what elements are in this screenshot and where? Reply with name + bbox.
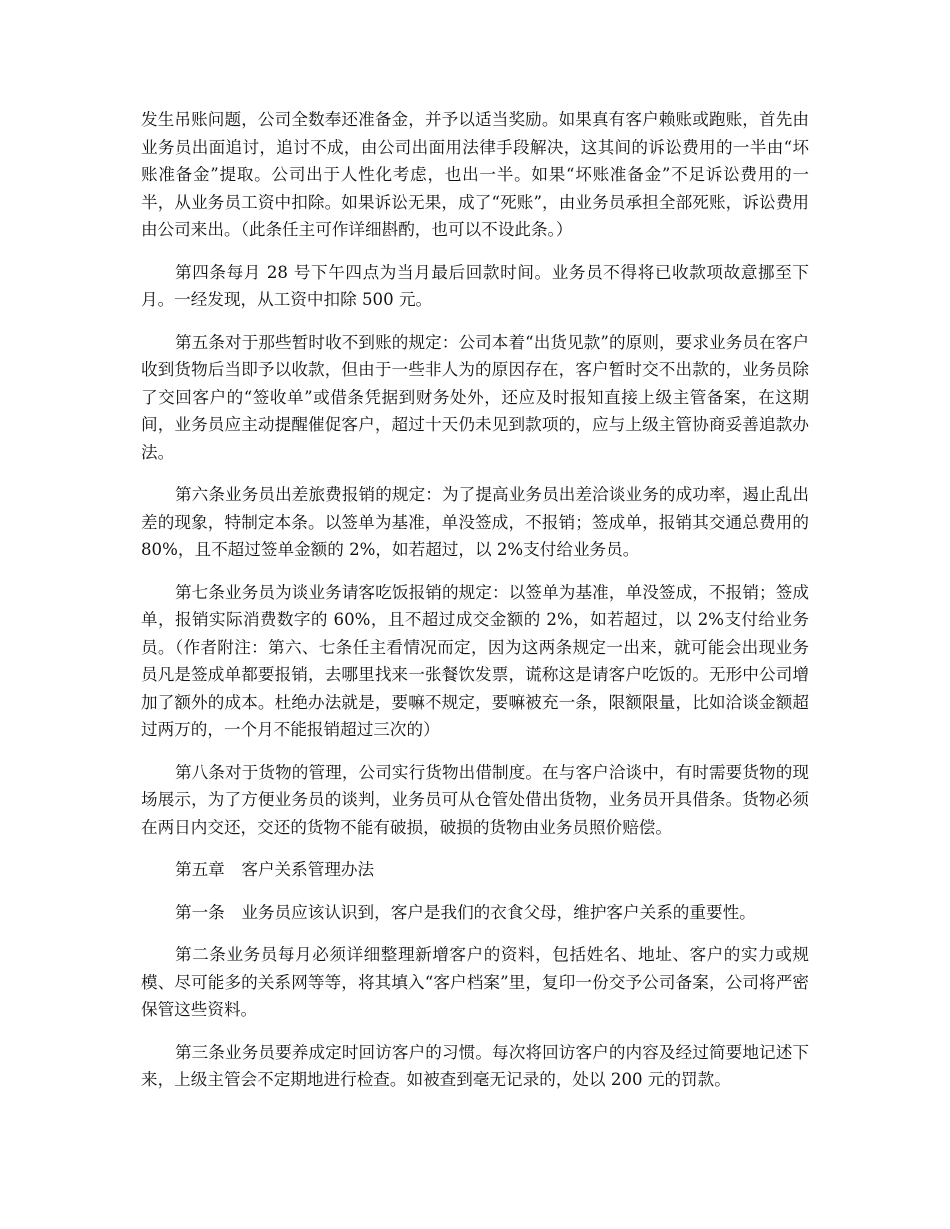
paragraph-article-8: 第八条对于货物的管理，公司实行货物出借制度。在与客户洽谈中，有时需要货物的现场展示，为了方便业务员的谈判，业务员可从仓管处借出货物，业务员开具借条。货物必须在两日内交还，交还的货物不能有破损，破损的货物由业务员照价赔偿。 bbox=[141, 762, 809, 837]
paragraph-article-6: 第六条业务员出差旅费报销的规定：为了提高业务员出差洽谈业务的成功率，遏止乱出差的现象，特制定本条。以签单为基准，单没签成，不报销；签成单，报销其交通总费用的 80%，且不超过签单金额的 2%，如若超过，以 2%支付给业务员。 bbox=[141, 485, 809, 559]
paragraph-chapter5-article-2: 第二条业务员每月必须详细整理新增客户的资料，包括姓名、地址、客户的实力或规模、尽可能多的关系网等等，将其填入“客户档案”里，复印一份交予公司备案，公司将严密保管这些资料。 bbox=[141, 945, 809, 1019]
paragraph-chapter5-article-1: 第一条 业务员应该认识到，客户是我们的衣食父母，维护客户关系的重要性。 bbox=[175, 902, 756, 922]
document-body bbox=[141, 106, 809, 1109]
chapter-heading: 第五章 客户关系管理办法 bbox=[175, 860, 375, 879]
paragraph-article-4: 第四条每月 28 号下午四点为当月最后回款时间。业务员不得将已收款项故意挪至下月。一经发现，从工资中扣除 500 元。 bbox=[141, 262, 809, 309]
paragraph-chapter5-article-3: 第三条业务员要养成定时回访客户的习惯。每次将回访客户的内容及经过简要地记述下来，上级主管会不定期地进行检查。如被查到毫无记录的，处以 200 元的罚款。 bbox=[141, 1042, 809, 1089]
paragraph-article-5: 第五条对于那些暂时收不到账的规定：公司本着“出货见款”的原则，要求业务员在客户收到货物后当即予以收款，但由于一些非人为的原因存在，客户暂时交不出款的，业务员除了交回客户的“签收单”或借条凭据到财务处外，还应及时报知直接上级主管备案，在这期间，业务员应主动提醒催促客户，超过十天仍未见到款项的，应与上级主管协商妥善追款办法。 bbox=[141, 332, 809, 462]
paragraph-bad-debt-continuation: 发生吊账问题，公司全数奉还准备金，并予以适当奖励。如果真有客户赖账或跑账，首先由业务员出面追讨，追讨不成，由公司出面用法律手段解决，这其间的诉讼费用的一半由“坏账准备金”提取。公司出于人性化考虑，也出一半。如果“坏账准备金”不足诉讼费用的一半，从业务员工资中扣除。如果诉讼无果，成了“死账”，由业务员承担全部死账，诉讼费用由公司来出。（此条任主可作详细斟酌，也可以不设此条。） bbox=[141, 110, 809, 239]
paragraph-article-7: 第七条业务员为谈业务请客吃饭报销的规定：以签单为基准，单没签成，不报销；签成单，报销实际消费数字的 60%，且不超过成交金额的 2%，如若超过，以 2%支付给业务员。（作者附注：第六、七条任主看情况而定，因为这两条规定一出来，就可能会出现业务员凡是签成单都要报销，去哪里找来一张餐饮发票，谎称这是请客户吃饭的。无形中公司增加了额外的成本。杜绝办法就是，要嘛不规定，要嘛被充一条，限额限量，比如洽谈金额超过两万的，一个月不能报销超过三次的） bbox=[141, 582, 809, 739]
